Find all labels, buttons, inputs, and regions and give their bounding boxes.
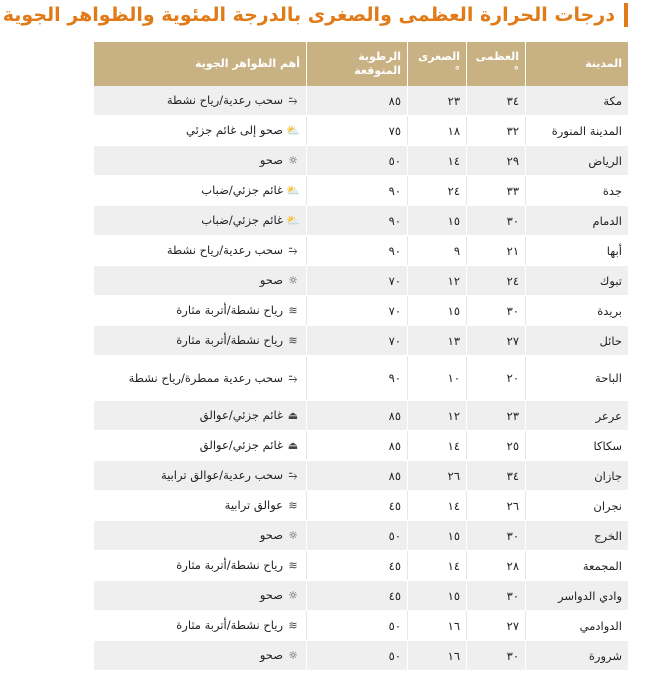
cell-min: ٢٤: [408, 176, 467, 206]
weather-table: [94, 42, 628, 671]
cell-max: ٢٥: [467, 431, 526, 461]
cell-phenomena: [94, 401, 307, 431]
phenomena-text: صحو إلى غائم جزئي: [186, 123, 283, 137]
dust-wind-icon: ≋: [288, 559, 298, 572]
cell-max: ٣٠: [467, 296, 526, 326]
cell-humidity: ٧٥: [307, 116, 408, 146]
table-row: [94, 491, 628, 521]
cell-min: ١٥: [408, 296, 467, 326]
page-title-block: [3, 0, 628, 30]
cell-min: ٢٦: [408, 461, 467, 491]
cell-min: ١٥: [408, 206, 467, 236]
cell-max: ٢٠: [467, 356, 526, 401]
partly-sunny-icon: ⛅: [286, 124, 300, 137]
cell-phenomena: [94, 356, 307, 401]
cell-city: وادي الدواسر: [526, 581, 629, 611]
cell-phenomena: [94, 146, 307, 176]
phenomena-text: سحب رعدية/رياح نشطة: [166, 243, 283, 257]
cell-min: ١٦: [408, 641, 467, 671]
table-row: [94, 326, 628, 356]
cell-humidity: ٨٥: [307, 86, 408, 116]
cell-max: ٢٣: [467, 401, 526, 431]
cell-min: ١٤: [408, 146, 467, 176]
cell-city: الرياض: [526, 146, 629, 176]
cell-max: ٢٦: [467, 491, 526, 521]
phenomena-text: رياح نشطة/أتربة مثارة: [176, 558, 283, 572]
cell-humidity: ٩٠: [307, 236, 408, 266]
cell-phenomena: [94, 326, 307, 356]
cell-min: ١٤: [408, 491, 467, 521]
cell-min: ٢٣: [408, 86, 467, 116]
cell-city: الباحة: [526, 356, 629, 401]
dust-wind-icon: ≋: [288, 619, 298, 632]
table-row: [94, 461, 628, 491]
cell-humidity: ٤٥: [307, 491, 408, 521]
table-row: [94, 431, 628, 461]
cell-humidity: ٧٠: [307, 296, 408, 326]
phenomena-text: صحو: [259, 528, 283, 542]
cell-max: ٣٤: [467, 461, 526, 491]
table-header-row: [94, 42, 628, 86]
cell-humidity: ٥٠: [307, 641, 408, 671]
table-row: [94, 206, 628, 236]
phenomena-text: صحو: [259, 153, 283, 167]
cell-city: جازان: [526, 461, 629, 491]
cell-min: ١٠: [408, 356, 467, 401]
cell-city: الخرج: [526, 521, 629, 551]
cell-min: ١٥: [408, 521, 467, 551]
sun-icon: ☼: [288, 649, 298, 662]
page-title: درجات الحرارة العظمى والصغرى بالدرجة المئوية والظواهر الجوية: [2, 4, 615, 26]
cell-min: ١٤: [408, 431, 467, 461]
table-row: [94, 551, 628, 581]
cell-min: ١٤: [408, 551, 467, 581]
phenomena-text: سحب رعدية/عوالق ترابية: [160, 468, 283, 482]
cell-city: سكاكا: [526, 431, 629, 461]
cell-humidity: ٨٥: [307, 401, 408, 431]
cell-min: ١٨: [408, 116, 467, 146]
phenomena-text: سحب رعدية ممطرة/رياح نشطة: [128, 370, 283, 385]
table-row: [94, 266, 628, 296]
partly-sunny-icon: ⛅: [286, 214, 300, 227]
cell-city: شرورة: [526, 641, 629, 671]
cell-city: المدينة المنورة: [526, 116, 629, 146]
table-row: [94, 236, 628, 266]
table-row: [94, 611, 628, 641]
phenomena-text: رياح نشطة/أتربة مثارة: [176, 303, 283, 317]
wind-storm-icon: ⥲: [288, 244, 298, 257]
header-phenomena: أهم الظواهر الجوية: [94, 42, 307, 86]
table-row: [94, 641, 628, 671]
table-row: [94, 521, 628, 551]
cell-humidity: ٩٠: [307, 206, 408, 236]
cell-city: الدوادمي: [526, 611, 629, 641]
dust-wind-icon: ≋: [288, 304, 298, 317]
cell-min: ١٦: [408, 611, 467, 641]
header-max: العظمى °: [467, 42, 526, 86]
sun-icon: ☼: [288, 154, 298, 167]
table-row: [94, 116, 628, 146]
header-min: الصغرى °: [408, 42, 467, 86]
cell-max: ٣٠: [467, 206, 526, 236]
cell-city: أبها: [526, 236, 629, 266]
phenomena-text: رياح نشطة/أتربة مثارة: [176, 333, 283, 347]
phenomena-text: غائم جزئي/عوالق: [199, 408, 283, 422]
cell-phenomena: [94, 296, 307, 326]
cell-humidity: ٥٠: [307, 146, 408, 176]
table-row: [94, 146, 628, 176]
table-row: [94, 581, 628, 611]
cell-phenomena: [94, 176, 307, 206]
cell-min: ١٢: [408, 401, 467, 431]
cell-humidity: ٥٠: [307, 521, 408, 551]
cell-city: الدمام: [526, 206, 629, 236]
cell-city: مكة: [526, 86, 629, 116]
cell-city: المجمعة: [526, 551, 629, 581]
cell-phenomena: [94, 521, 307, 551]
table-row: [94, 356, 628, 401]
phenomena-text: صحو: [259, 273, 283, 287]
cell-phenomena: [94, 641, 307, 671]
cell-max: ٢٨: [467, 551, 526, 581]
cell-humidity: ٧٠: [307, 266, 408, 296]
phenomena-text: صحو: [259, 588, 283, 602]
sun-icon: ☼: [288, 529, 298, 542]
table-row: [94, 296, 628, 326]
cell-max: ٢١: [467, 236, 526, 266]
cell-phenomena: [94, 551, 307, 581]
partly-sunny-icon: ⛅: [286, 184, 300, 197]
cell-max: ٢٤: [467, 266, 526, 296]
cell-min: ١٣: [408, 326, 467, 356]
cell-humidity: ٩٠: [307, 176, 408, 206]
cell-max: ٢٧: [467, 326, 526, 356]
phenomena-text: رياح نشطة/أتربة مثارة: [176, 618, 283, 632]
haze-icon: ⏏: [287, 439, 299, 452]
cell-phenomena: [94, 611, 307, 641]
cell-min: ١٥: [408, 581, 467, 611]
cell-city: عرعر: [526, 401, 629, 431]
cell-phenomena: [94, 491, 307, 521]
phenomena-text: غائم جزئي/ضباب: [201, 213, 283, 227]
sun-icon: ☼: [288, 274, 298, 287]
cell-phenomena: [94, 461, 307, 491]
cell-phenomena: [94, 116, 307, 146]
cell-max: ٣٤: [467, 86, 526, 116]
table-row: [94, 401, 628, 431]
cell-humidity: ٤٥: [307, 581, 408, 611]
phenomena-text: عوالق ترابية: [224, 498, 283, 512]
cell-max: ٣٢: [467, 116, 526, 146]
cell-city: جدة: [526, 176, 629, 206]
title-accent-bar: [624, 3, 628, 27]
header-city: المدينة: [526, 42, 629, 86]
cell-humidity: ٩٠: [307, 356, 408, 401]
table-row: [94, 176, 628, 206]
cell-min: ٩: [408, 236, 467, 266]
dust-wind-icon: ≋: [288, 334, 298, 347]
cell-max: ٣٠: [467, 641, 526, 671]
wind-storm-icon: ⥲: [288, 371, 298, 385]
cell-humidity: ٨٥: [307, 461, 408, 491]
cell-phenomena: [94, 236, 307, 266]
cell-phenomena: [94, 266, 307, 296]
cell-humidity: ٤٥: [307, 551, 408, 581]
table-row: [94, 86, 628, 116]
phenomena-text: غائم جزئي/ضباب: [201, 183, 283, 197]
cell-phenomena: [94, 86, 307, 116]
cell-max: ٢٩: [467, 146, 526, 176]
cell-min: ١٢: [408, 266, 467, 296]
cell-humidity: ٧٠: [307, 326, 408, 356]
cell-city: حائل: [526, 326, 629, 356]
cell-phenomena: [94, 206, 307, 236]
phenomena-text: سحب رعدية/رياح نشطة: [166, 93, 283, 107]
cell-city: نجران: [526, 491, 629, 521]
dust-wind-icon: ≋: [288, 499, 298, 512]
haze-icon: ⏏: [287, 409, 299, 422]
phenomena-text: صحو: [259, 648, 283, 662]
wind-storm-icon: ⥲: [288, 94, 298, 107]
cell-city: بريدة: [526, 296, 629, 326]
cell-city: تبوك: [526, 266, 629, 296]
cell-max: ٣٠: [467, 521, 526, 551]
cell-humidity: ٨٥: [307, 431, 408, 461]
cell-humidity: ٥٠: [307, 611, 408, 641]
phenomena-text: غائم جزئي/عوالق: [199, 438, 283, 452]
cell-phenomena: [94, 431, 307, 461]
cell-phenomena: [94, 581, 307, 611]
cell-max: ٣٣: [467, 176, 526, 206]
cell-max: ٣٠: [467, 581, 526, 611]
header-humidity: الرطوبة المتوقعة: [307, 42, 408, 86]
wind-storm-icon: ⥲: [288, 469, 298, 482]
sun-icon: ☼: [288, 589, 298, 602]
cell-max: ٢٧: [467, 611, 526, 641]
